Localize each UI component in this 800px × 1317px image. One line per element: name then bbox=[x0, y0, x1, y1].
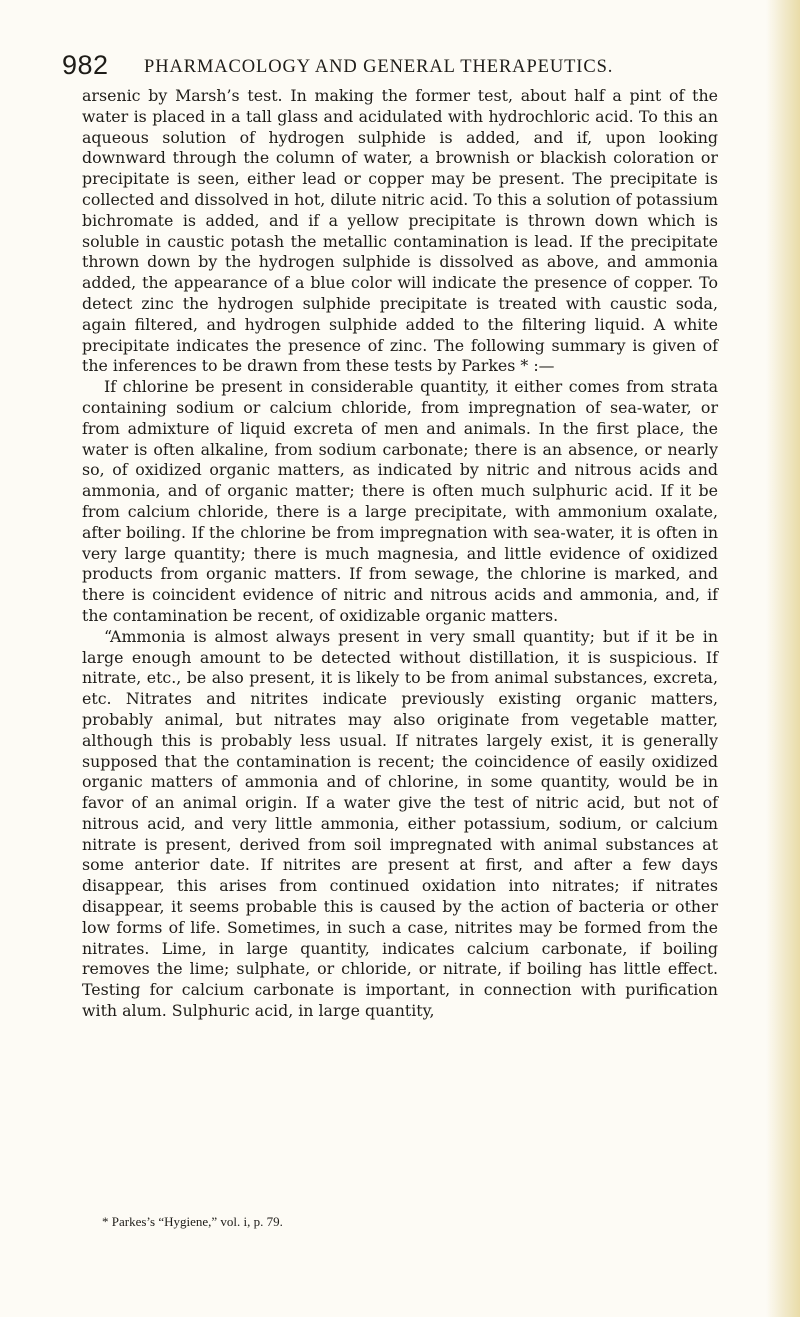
page-header bbox=[62, 48, 722, 82]
footnote: * Parkes’s “Hygiene,” vol. i, p. 79. bbox=[102, 1214, 283, 1229]
paragraph-ammonia: “Ammonia is almost always present in very small quantity; but if it be in large enough amount to be detected without distillation, it is suspicious. If nitrate, etc., be also present, it is likely to be from animal substances, excreta, etc. Nitrates and nitrites indicate previously existing organic matters, probably animal, but nitrates may also originate from vegetable matter, although this is probably less usual. If nitrates largely exist, it is generally supposed that the contamination is recent; the coincidence of easily oxidized organic matters of ammonia and of chlorine, in some quantity, would be in favor of an animal origin. If a water give the test of nitric acid, but not of nitrous acid, and very little ammonia, either potassium, sodium, or calcium nitrate is present, derived from soil impregnated with animal substances at some anterior date. If nitrites are present at first, and after a few days disappear, this arises from continued oxidation into nitrates; if nitrates disappear, it seems probable this is caused by the action of bacteria or other low forms of life. Sometimes, in such a case, nitrites may be formed from the nitrates. Lime, in large quantity, indicates calcium carbonate, if boiling removes the lime; sulphate, or chloride, or nitrate, if boiling has little effect. Testing for calcium carbonate is important, in connection with purification with alum. Sulphuric acid, in large quantity, bbox=[82, 626, 718, 1021]
page-number: 982 bbox=[62, 50, 109, 80]
paragraph-continuation: arsenic by Marsh’s test. In making the former test, about half a pint of the water is placed in a tall glass and acidulated with hydrochloric acid. To this an aqueous solution of hydrogen sulphide is added, and if, upon looking downward through the column of water, a brownish or blackish coloration or precipitate is seen, either lead or copper may be present. The precipitate is collected and dissolved in hot, dilute nitric acid. To this a solution of potassium bichromate is added, and if a yellow precipitate is thrown down which is soluble in caustic potash the metallic contamination is lead. If the precipitate thrown down by the hydrogen sulphide is dissolved as above, and ammonia added, the appearance of a blue color will indicate the presence of copper. To detect zinc the hydrogen sulphide precipitate is treated with caustic soda, again filtered, and hydrogen sulphide added to the filtering liquid. A white precipitate indicates the presence of zinc. The following summary is given of the inferences to be drawn from these tests by Parkes * :— bbox=[82, 86, 718, 376]
paragraph-chlorine: If chlorine be present in considerable quantity, it either comes from strata containing sodium or calcium chloride, from impregnation of sea-water, or from admixture of liquid excreta of men and animals. In the first place, the water is often alkaline, from sodium carbonate; there is an absence, or nearly so, of oxidized organic matters, as indicated by nitric and nitrous acids and ammonia, and of organic matter; there is often much sulphuric acid. If it be from calcium chloride, there is a large precipitate, with ammonium oxalate, after boiling. If the chlorine be from impregnation with sea-water, it is often in very large quantity; there is much magnesia, and little evidence of oxidized products from organic matters. If from sewage, the chlorine is marked, and there is coincident evidence of nitric and nitrous acids and ammonia, and, if the contamination be recent, of oxidizable organic matters. bbox=[82, 377, 718, 625]
page-edge-shadow bbox=[766, 0, 800, 1317]
body-text bbox=[82, 86, 718, 1022]
running-head: PHARMACOLOGY AND GENERAL THERAPEUTICS. bbox=[144, 57, 614, 77]
